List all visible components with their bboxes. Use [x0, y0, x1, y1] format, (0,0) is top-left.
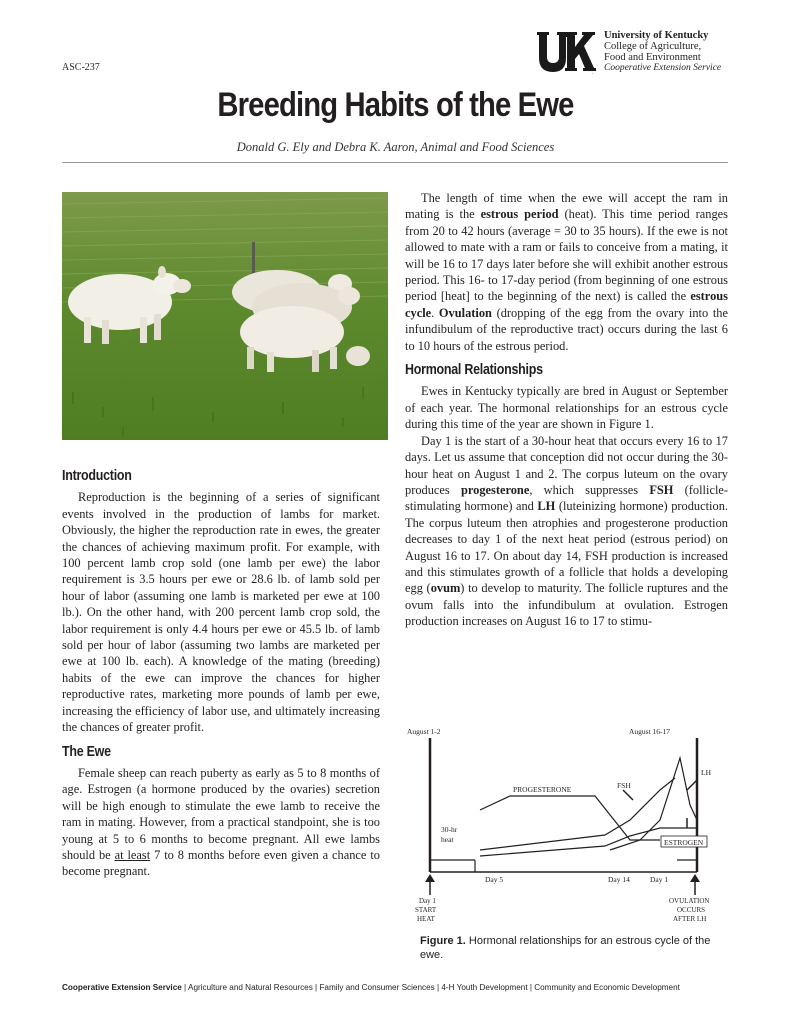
fig-label-aug-start: August 1-2 [407, 727, 441, 736]
fig-label-start-2: START [415, 906, 437, 914]
page-title: Breeding Habits of the Ewe [217, 86, 574, 124]
fig-label-day1: Day 1 [650, 875, 669, 884]
term-ovum: ovum [430, 581, 461, 596]
fig-label-day14: Day 14 [608, 875, 630, 884]
university-block [604, 30, 721, 74]
fig-progesterone-line [480, 796, 660, 840]
fig-label-estrogen: ESTROGEN [664, 838, 704, 847]
hormonal-paragraph-1: Ewes in Kentucky typically are bred in August or September of each year. The hormonal relationships for an estrous cycle during this time of the year are shown in Figure 1. [405, 384, 728, 432]
figure-caption-label: Figure 1. [420, 935, 466, 947]
svg-text:.: . [592, 70, 594, 76]
fig-label-start-3: HEAT [417, 915, 435, 923]
term-estrous-cycle: estrous cycle [405, 289, 728, 320]
authors: Donald G. Ely and Debra K. Aaron, Animal and Food Sciences [236, 140, 555, 154]
footer [62, 982, 695, 992]
right-column [405, 190, 728, 630]
term-progesterone: progesterone [460, 482, 530, 497]
term-lh: LH [537, 499, 556, 514]
university-name: University of Kentucky [604, 30, 709, 41]
fig-label-progesterone: PROGESTERONE [513, 785, 572, 794]
introduction-paragraph: Reproduction is the beginning of a series of significant events involved in the production of lambs for market. Obviously, the higher the reproduction rate in ewes, the greater the chances of achieving maximum profit. For example, with 100 percent lamb crop sold (one lamb per ewe) the labor requirement is 3.5 hours per ewe or 28.6 lb. of lamb sold per hour of labor (assuming one lamb is marketed per ewe at 100 lb.). On the other hand, with 200 percent lamb crop sold, the labor requirement is only 4.4 hours per ewe or 45.5 lb. of lamb sold per hour of labor (assuming two lambs are marketed per ewe at 100 lb. each). A knowledge of the mating (breeding) habits of the ewe can improve the chances for higher reproductive rates, marketing more pounds of lamb per ewe, increasing the efficiency of labor use, and ultimately increasing the chances of greater profit. [62, 490, 380, 735]
fig-label-fsh: FSH [617, 781, 631, 790]
college-line-1: College of Agriculture, [604, 41, 702, 52]
fig-label-lh: LH [701, 768, 711, 777]
fig-label-30hr: 30-hr [441, 825, 458, 834]
introduction-heading: Introduction [62, 468, 132, 484]
term-estrous-period: estrous period [480, 207, 559, 222]
footer-ces: Cooperative Extension Service [62, 982, 182, 992]
fig-label-ovulation-2: OCCURS [677, 906, 706, 914]
sheep-photo [62, 192, 388, 440]
term-ovulation: Ovulation [438, 305, 492, 320]
college-line-2: Food and Environment [604, 52, 701, 63]
document-code: ASC-237 [62, 62, 100, 73]
fig-label-ovulation-1: OVULATION [669, 897, 710, 905]
hormonal-paragraph-2: Day 1 is the start of a 30-hour heat that occurs every 16 to 17 days. Let us assume that conception did not occur during the 30-hour heat on August 1 and 2. The corpus luteum on the ovary produces progesterone, which suppresses FSH (follicle-stimulating hormone) and LH (luteinizing hormone) production. The corpus luteum then atrophies and progesterone production decreases to day 1 of the next heat period (estrous period) on August 16 to 17. On about day 14, FSH production is increased and this stimulates growth of a follicle that holds a developing egg (ovum) to develop to maturity. The follicle ruptures and the ovum falls into the infundibulum at ovulation. Estrogen production increases on August 16 to 17 to stimu- [405, 433, 729, 629]
the-ewe-paragraph: Female sheep can reach puberty as early as 5 to 8 months of age. Estrogen (a hormone produced by the ovaries) secretion will be high enough to stimulate the ewe lamb to receive the ram in mating. However, from a practical standpoint, she is too young at 5 to 6 months to become pregnant. All ewe lambs should be at least 7 to 8 months before even given a chance to become pregnant. [62, 765, 380, 879]
fig-fsh-line [480, 778, 675, 850]
figure-caption [420, 934, 720, 962]
fig-label-ovulation-3: AFTER LH [673, 915, 707, 923]
fig-label-day5: Day 5 [485, 875, 504, 884]
at-least-underlined: at least [114, 847, 151, 862]
fig-label-heat: heat [441, 835, 454, 844]
title-divider [62, 162, 728, 163]
extension-service: Cooperative Extension Service [604, 63, 722, 73]
fig-label-start-1: Day 1 [419, 897, 436, 905]
left-column [62, 460, 380, 880]
footer-programs: | Agriculture and Natural Resources | Family and Consumer Sciences | 4-H Youth Development | Community and Economic Development [181, 982, 680, 992]
hormonal-relationships-heading: Hormonal Relationships [405, 362, 543, 379]
figure-caption-text: Hormonal relationships for an estrous cycle of the ewe. [420, 935, 711, 961]
estrous-paragraph: The length of time when the ewe will accept the ram in mating is the estrous period (heat). This time period ranges from 20 to 42 hours (average = 30 to 35 hours). If the ewe is not allowed to mate with a ram or fails to conceive from a mating, it will be 16 to 17 days later before she will exhibit another estrous period. This 16- to 17-day period (from beginning of one estrous period [heat] to the beginning of the next) is called the estrous cycle. Ovulation (dropping of the egg from the ovary into the infundibulum of the reproductive tract) occurs during the last 6 to 10 hours of the estrous period. [405, 191, 729, 353]
the-ewe-heading: The Ewe [62, 743, 111, 760]
hormone-figure [405, 720, 728, 930]
term-fsh: FSH [649, 482, 674, 497]
fig-label-aug-end: August 16-17 [629, 727, 671, 736]
uk-logo-icon [536, 30, 598, 76]
